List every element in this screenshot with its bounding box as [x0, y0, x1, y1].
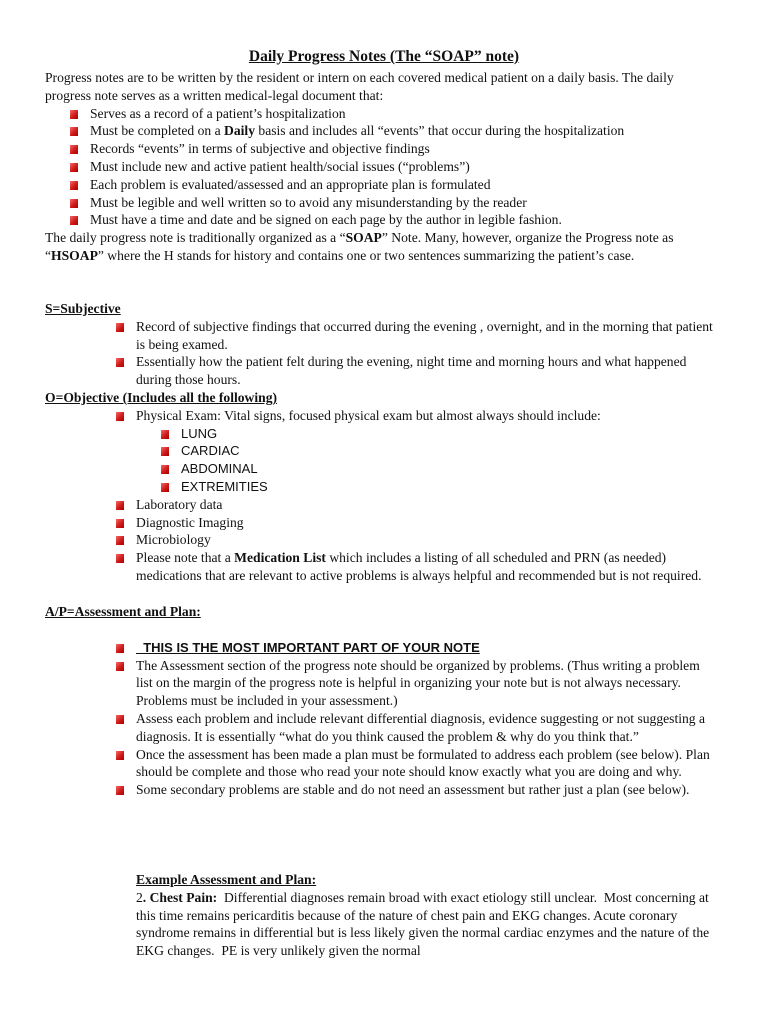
list-item	[136, 407, 717, 496]
objective-bullet-list	[136, 407, 717, 585]
assessment-plan-heading: A/P=Assessment and Plan:	[45, 604, 201, 619]
bullet-text: Each problem is evaluated/assessed and an appropriate plan is formulated	[90, 176, 491, 192]
list-item	[90, 194, 717, 212]
example-section	[136, 871, 724, 960]
subjective-section	[45, 300, 717, 389]
list-item	[90, 140, 717, 158]
list-item: ABDOMINAL	[181, 460, 717, 478]
bullet-text: Serves as a record of a patient’s hospitalization	[90, 105, 346, 121]
list-item: LUNG	[181, 425, 717, 443]
paragraph-text: ” where the H stands for history and contains one or two sentences summarizing the patient’s case.	[97, 247, 635, 263]
problem-label: . Chest Pain:	[142, 889, 218, 905]
objective-heading: O=Objective (Includes all the following)	[45, 390, 278, 405]
list-item: Assess each problem and include relevant differential diagnosis, evidence suggesting or not suggesting a diagnosis. It is essentially “what do you think caused the problem & why do you think that.”	[136, 710, 717, 746]
list-item	[90, 211, 717, 229]
intro-paragraph: Progress notes are to be written by the resident or intern on each covered medical patient on a daily basis. The daily progress note serves as a written medical-legal document that:	[45, 70, 674, 103]
list-item	[90, 122, 717, 140]
list-item: Once the assessment has been made a plan must be formulated to address each problem (see below). Plan should be complete and those who read your note should know exactly what you are doing and why.	[136, 746, 717, 782]
bullet-text: which includes a listing of all scheduled and PRN (as needed) medications that are relevant to active problems is always helpful and recommended but is not required.	[136, 550, 702, 583]
physical-exam-text: Physical Exam: Vital signs, focused physical exam but almost always should include:	[136, 407, 601, 423]
intro-bullet-list	[90, 105, 717, 230]
list-item	[136, 549, 717, 585]
list-item	[90, 158, 717, 176]
list-item: EXTREMITIES	[181, 478, 717, 496]
example-paragraph	[136, 889, 724, 960]
medication-list-keyword: Medication List	[234, 550, 326, 566]
subjective-heading: S=Subjective	[45, 301, 121, 316]
assessment-plan-section	[45, 603, 717, 799]
page-title: Daily Progress Notes (The “SOAP” note)	[248, 48, 520, 65]
list-item: Laboratory data	[136, 496, 717, 514]
list-item: Essentially how the patient felt during the evening, night time and morning hours and what happened during those hours.	[136, 353, 717, 389]
paragraph-text: ” Note. Many, however, organize the Progress note as “	[45, 230, 674, 263]
list-item	[90, 105, 717, 123]
organization-paragraph	[45, 229, 717, 265]
bullet-text: Please note that a	[136, 550, 235, 566]
list-item	[90, 176, 717, 194]
paragraph-text: The daily progress note is traditionally organized as a “	[45, 230, 346, 246]
list-item: CARDIAC	[181, 442, 717, 460]
list-item: Record of subjective findings that occurred during the evening , overnight, and in the morning that patient is being examed.	[136, 318, 717, 354]
soap-keyword: SOAP	[345, 230, 382, 246]
list-item: Some secondary problems are stable and do not need an assessment but rather just a plan (see below).	[136, 781, 717, 799]
list-item	[136, 639, 717, 657]
bullet-text: Must have a time and date and be signed on each page by the author in legible fashion.	[90, 212, 562, 228]
intro-section	[45, 69, 717, 265]
list-item: The Assessment section of the progress note should be organized by problems. (Thus writing a problem list on the margin of the progress note is helpful in organizing your note but is not always necessary. Problems must be included in your assessment.)	[136, 657, 717, 710]
bullet-text: Must be legible and well written so to avoid any misunderstanding by the reader	[90, 194, 527, 210]
bullet-text: Must be completed on a	[90, 123, 225, 139]
bullet-bold-text: Daily	[224, 123, 255, 139]
hsoap-keyword: HSOAP	[51, 247, 98, 263]
objective-section	[45, 389, 717, 585]
important-note: THIS IS THE MOST IMPORTANT PART OF YOUR NOTE	[136, 639, 480, 655]
subjective-bullet-list	[136, 318, 717, 389]
physical-exam-sublist	[181, 425, 717, 496]
example-text: Differential diagnoses remain broad with exact etiology still unclear. Most concerning at this time remains pericarditis because of the nature of chest pain and EKG changes. Acute coronary syndrome remains in differential but is less likely given the normal cardiac enzymes and the nature of the EKG changes. PE is very unlikely given the normal	[136, 889, 713, 959]
problem-number: 2	[136, 889, 143, 905]
list-item: Microbiology	[136, 531, 717, 549]
assessment-plan-bullet-list	[136, 639, 717, 799]
bullet-text: Records “events” in terms of subjective and objective findings	[90, 141, 430, 157]
bullet-text: Must include new and active patient health/social issues (“problems”)	[90, 158, 470, 174]
bullet-text: basis and includes all “events” that occur during the hospitalization	[255, 123, 625, 139]
list-item: Diagnostic Imaging	[136, 514, 717, 532]
example-heading: Example Assessment and Plan:	[136, 872, 317, 887]
